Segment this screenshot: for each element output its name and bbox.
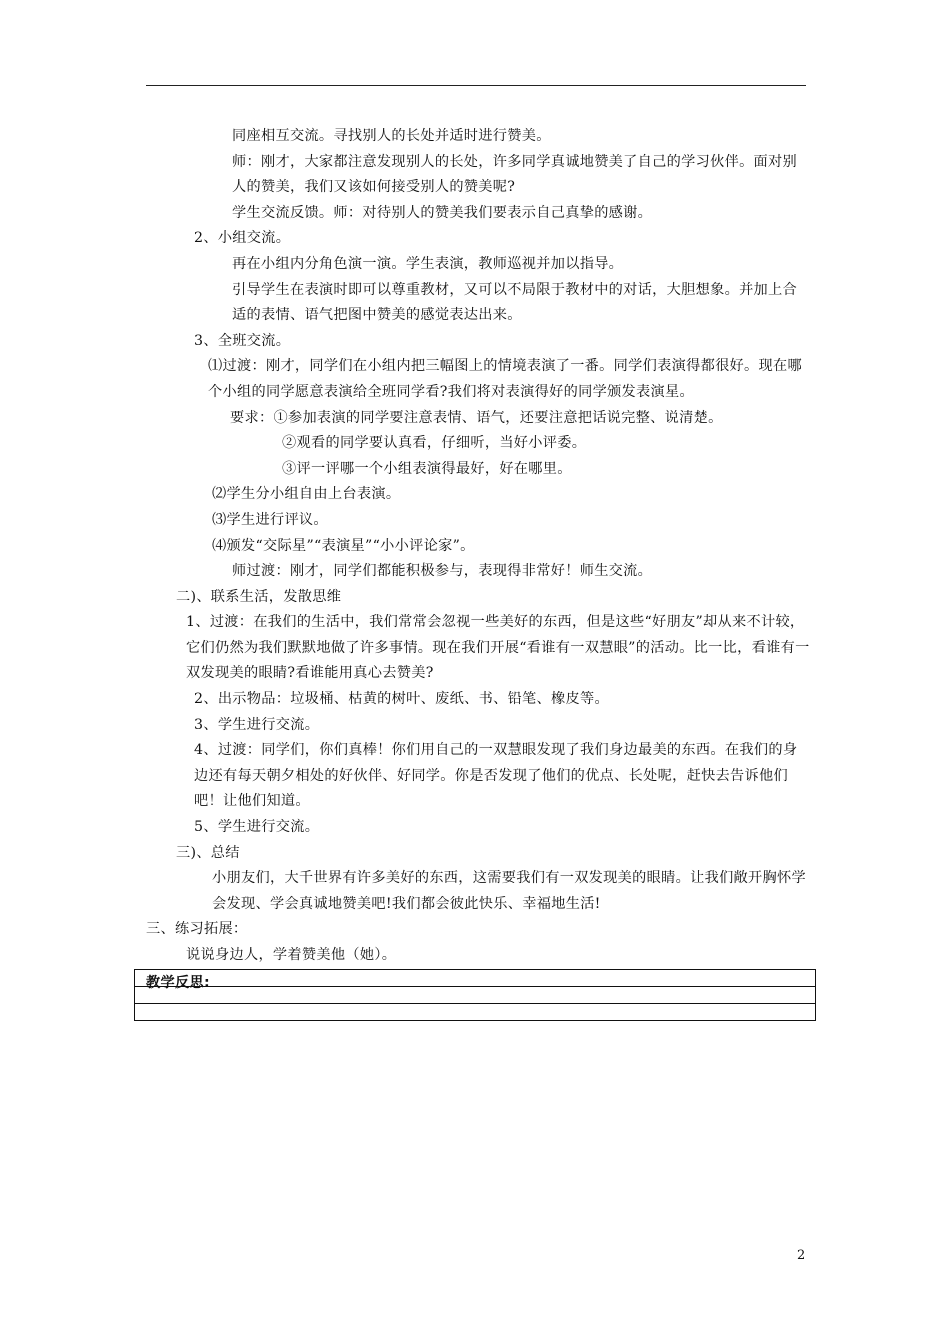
reflection-row[interactable] (135, 987, 815, 1004)
paragraph: 说说身边人，学着赞美他（她）。 (186, 947, 397, 963)
paragraph: 学生交流反馈。师：对待别人的赞美我们要表示自己真挚的感谢。 (232, 204, 653, 221)
document-body (146, 124, 810, 996)
paragraph: 小朋友们，大千世界有许多美好的东西，这需要我们有一双发现美的眼睛。让我们敞开胸怀学会发现、学会真诚地赞美吧!我们都会彼此快乐、幸福地生活! (212, 870, 806, 912)
paragraph: ⑶学生进行评议。 (212, 511, 328, 528)
reflection-heading: 教学反思: (146, 974, 210, 991)
paragraph: 1、过渡：在我们的生活中，我们常常会忽视一些美好的东西，但是这些“好朋友”却从来不计较，它们仍然为我们默默地做了许多事情。现在我们开展“看谁有一双慧眼”的活动。比一比，看谁有一双发现美的眼睛?看谁能用真心去赞美? (186, 614, 810, 682)
paragraph: 师：刚才，大家都注意发现别人的长处，许多同学真诚地赞美了自己的学习伙伴。面对别人的赞美，我们又该如何接受别人的赞美呢? (232, 153, 798, 196)
header-rule (146, 85, 806, 86)
paragraph-list (146, 124, 810, 969)
paragraph: ⑷颁发“交际星”“表演星”“小小评论家”。 (212, 537, 475, 554)
reflection-row[interactable] (135, 970, 815, 987)
paragraph: 3、学生进行交流。 (194, 716, 320, 733)
paragraph: 3、全班交流。 (194, 332, 291, 349)
reflection-row[interactable] (135, 1004, 815, 1020)
paragraph: 三)、总结 (176, 844, 240, 861)
paragraph: 二)、联系生活，发散思维 (176, 588, 342, 605)
paragraph: 5、学生进行交流。 (194, 819, 320, 836)
reflection-table (134, 969, 816, 1021)
paragraph: 2、出示物品：垃圾桶、枯黄的树叶、废纸、书、铅笔、橡皮等。 (194, 691, 609, 708)
paragraph: ③评一评哪一个小组表演得最好，好在哪里。 (282, 460, 572, 477)
paragraph: ⑴过渡：刚才，同学们在小组内把三幅图上的情境表演了一番。同学们表演得都很好。现在哪个小组的同学愿意表演给全班同学看?我们将对表演得好的同学颁发表演星。 (208, 358, 802, 400)
paragraph: 再在小组内分角色演一演。学生表演，教师巡视并加以指导。 (232, 255, 624, 272)
paragraph: 师过渡：刚才，同学们都能积极参与，表现得非常好！师生交流。 (232, 563, 653, 580)
paragraph: 三、练习拓展： (146, 921, 248, 938)
paragraph: 4、过渡：同学们，你们真棒！你们用自己的一双慧眼发现了我们身边最美的东西。在我们的身边还有每天朝夕相处的好伙伴、好同学。你是否发现了他们的优点、长处呢，赶快去告诉他们吧！让他们知道。 (194, 742, 798, 810)
paragraph: 引导学生在表演时即可以尊重教材，又可以不局限于教材中的对话，大胆想象。并加上合适的表情、语气把图中赞美的感觉表达出来。 (232, 281, 798, 324)
paragraph: 要求：①参加表演的同学要注意表情、语气，还要注意把话说完整、说清楚。 (230, 409, 723, 426)
page-number: 2 (797, 1248, 806, 1263)
paragraph: 同座相互交流。寻找别人的长处并适时进行赞美。 (232, 128, 551, 144)
paragraph: ⑵学生分小组自由上台表演。 (212, 486, 401, 503)
paragraph: 2、小组交流。 (194, 230, 291, 247)
paragraph: ②观看的同学要认真看，仔细听，当好小评委。 (282, 435, 587, 452)
